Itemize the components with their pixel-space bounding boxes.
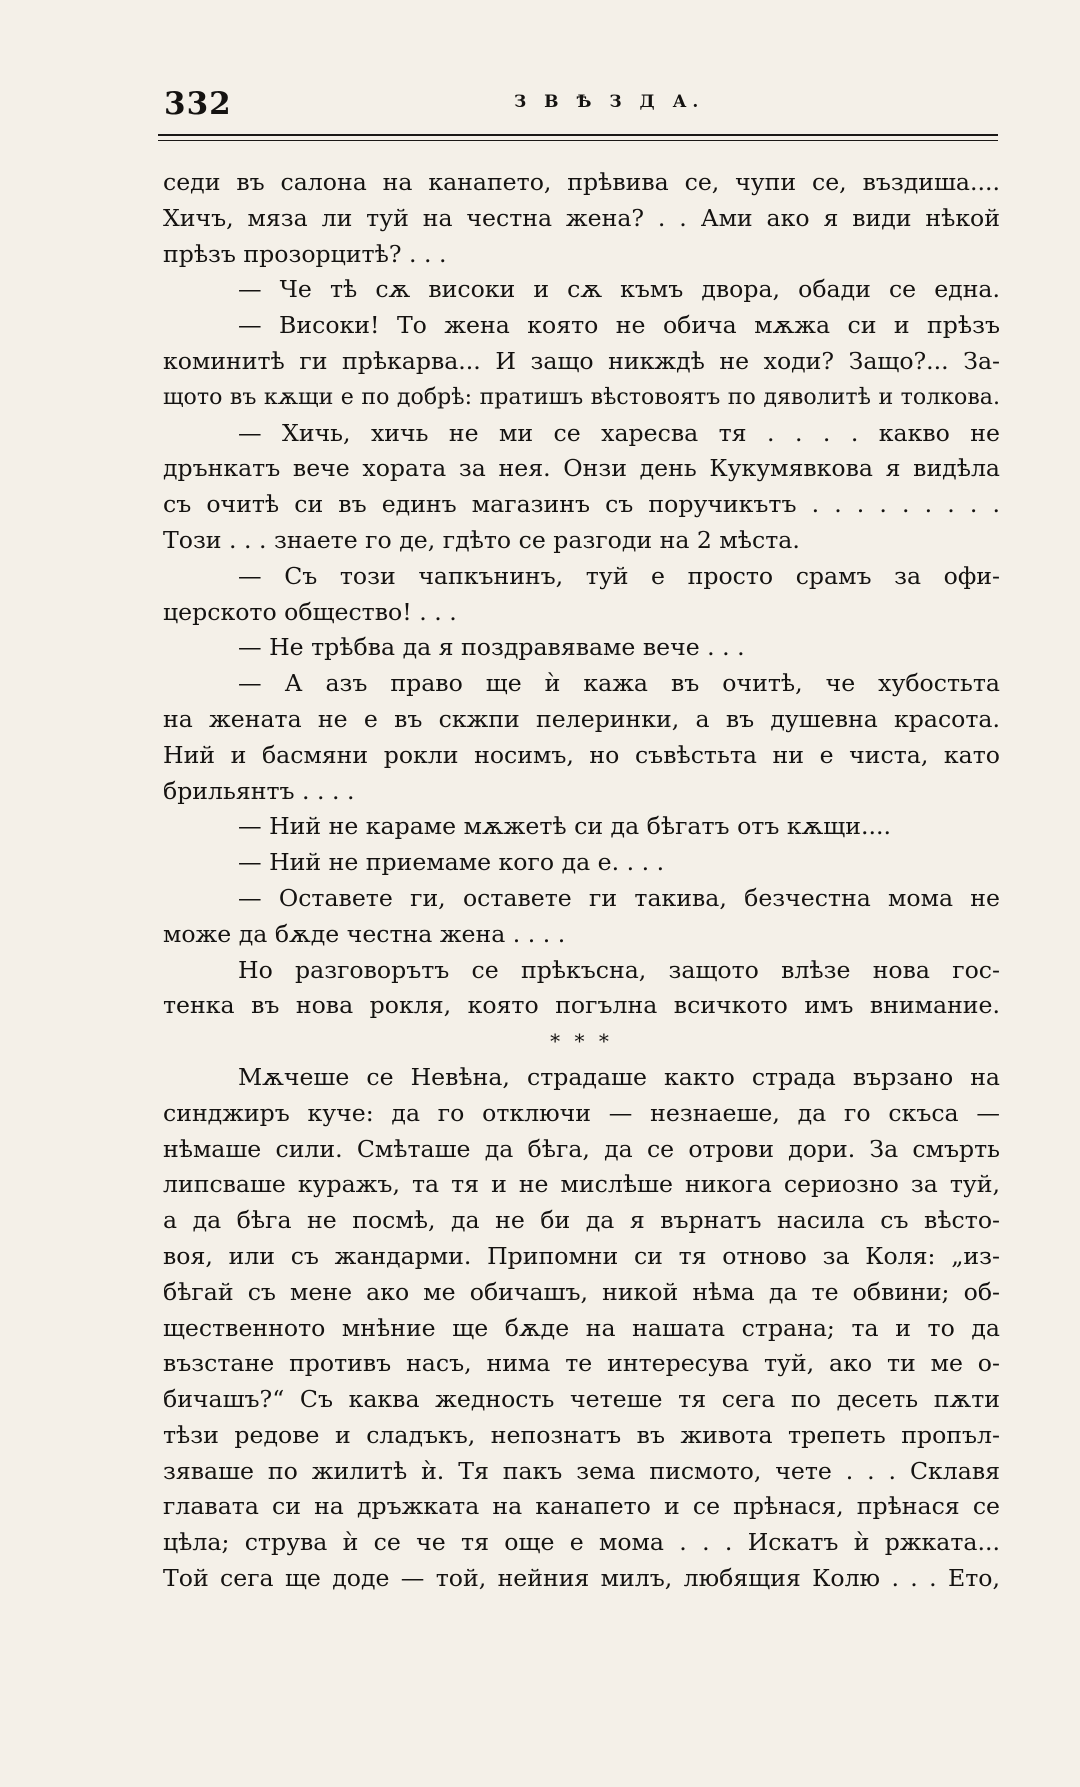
text-line: воя, или съ жандарми. Припомни си тя отново за Коля: „из- [163, 1241, 1000, 1270]
text-line: зяваше по жилитѣ ѝ. Тя пакъ зема писмото, чете . . . Склавя [163, 1456, 1000, 1485]
page-number: 332 [164, 86, 232, 122]
text-line: Мѫчеше се Невѣна, страдаше както страда вързано на [238, 1062, 1000, 1091]
text-line: — А азъ право ще ѝ кажа въ очитѣ, че хубостьта [238, 669, 1000, 698]
text-line: — Ний не приемаме кого да е. . . . [238, 848, 665, 877]
text-line: синджиръ куче: да го отключи — незнаеше, да го скъса — [163, 1098, 1000, 1127]
text-line: седи въ салона на канапето, прѣвива се, чупи се, въздиша.... [163, 168, 1000, 196]
text-line: дрънкатъ вече хората за нея. Онзи день Кукумявкова я видѣла [163, 454, 1000, 483]
text-line: щественното мнѣние ще бѫде на нашата страна; та и то да [163, 1313, 1000, 1342]
running-title: З В Ѣ З Д А. [514, 92, 705, 112]
text-line: — Че тѣ сѫ високи и сѫ къмъ двора, обади се една. [238, 275, 1000, 304]
text-line: — Съ този чапкънинъ, туй е просто срамъ за офи- [238, 561, 1000, 590]
section-break-asterisks: * * * [550, 1029, 613, 1054]
text-line: тѣзи редове и сладъкъ, непознатъ въ живота трепеть пропъл- [163, 1420, 1000, 1449]
text-line: възстане противъ насъ, нима те интересува туй, ако ти ме о- [163, 1349, 1000, 1378]
text-line: щото въ кѫщи е по добрѣ: пратишъ вѣстовоятъ по дяволитѣ и толкова. [163, 383, 1000, 410]
text-line: Но разговорътъ се прѣкъсна, защото влѣзе нова гос- [238, 955, 1000, 984]
text-line: коминитѣ ги прѣкарва... И защо никждѣ не ходи? Защо?... За- [163, 346, 1000, 375]
text-line: церското общество! . . . [163, 597, 457, 626]
body-text [163, 165, 1000, 1597]
text-line: — Не трѣбва да я поздравяваме вече . . . [238, 633, 745, 662]
text-line: липсваше куражъ, та тя и не мислѣше никога сериозно за туй, [163, 1170, 1000, 1199]
text-line: прѣзъ прозорцитѣ? . . . [163, 239, 447, 268]
header-rule [158, 134, 998, 141]
text-line: — Високи! То жена която не обича мѫжа си и прѣзъ [238, 311, 1000, 340]
text-line: Този . . . знаете го де, гдѣто се разгоди на 2 мѣста. [163, 525, 800, 554]
text-line: тенка въ нова рокля, която погълна всичкото имъ внимание. [163, 991, 1000, 1020]
text-line: — Оставете ги, оставете ги такива, безчестна мома не [238, 883, 1000, 912]
text-line: може да бѫде честна жена . . . . [163, 919, 566, 948]
page-header [0, 86, 1080, 126]
text-line: главата си на дръжката на канапето и се прѣнася, прѣнася се [163, 1492, 1000, 1521]
text-line: брильянтъ . . . . [163, 776, 355, 805]
text-line: — Хичь, хичь не ми се харесва тя . . . . какво не [238, 418, 1000, 447]
text-line: — Ний не караме мѫжетѣ си да бѣгатъ отъ кѫщи.... [238, 812, 891, 841]
text-line: бѣгай съ мене ако ме обичашъ, никой нѣма да те обвини; об- [163, 1277, 1000, 1306]
text-line: съ очитѣ си въ единъ магазинъ съ поручикътъ . . . . . . . . . [163, 490, 1000, 519]
text-line: цѣла; струва ѝ се че тя още е мома . . . Искатъ ѝ ржката... [163, 1528, 1000, 1557]
text-line: бичашъ?“ Съ каква жедность четеше тя сега по десеть пѫти [163, 1385, 1000, 1414]
text-line: нѣмаше сили. Смѣташе да бѣга, да се отрови дори. За смърть [163, 1134, 1000, 1163]
text-line: Той сега ще доде — той, нейния милъ, любящия Колю . . . Ето, [163, 1564, 1000, 1593]
text-line: Хичъ, мяза ли туй на честна жена? . . Ами ако я види нѣкой [163, 203, 1000, 232]
text-line: а да бѣга не посмѣ, да не би да я върнатъ насила съ вѣсто- [163, 1206, 1000, 1235]
text-line: на жената не е въ скжпи пелеринки, а въ душевна красота. [163, 704, 1000, 733]
text-line: Ний и басмяни рокли носимъ, но съвѣстьта ни е чиста, като [163, 740, 1000, 769]
